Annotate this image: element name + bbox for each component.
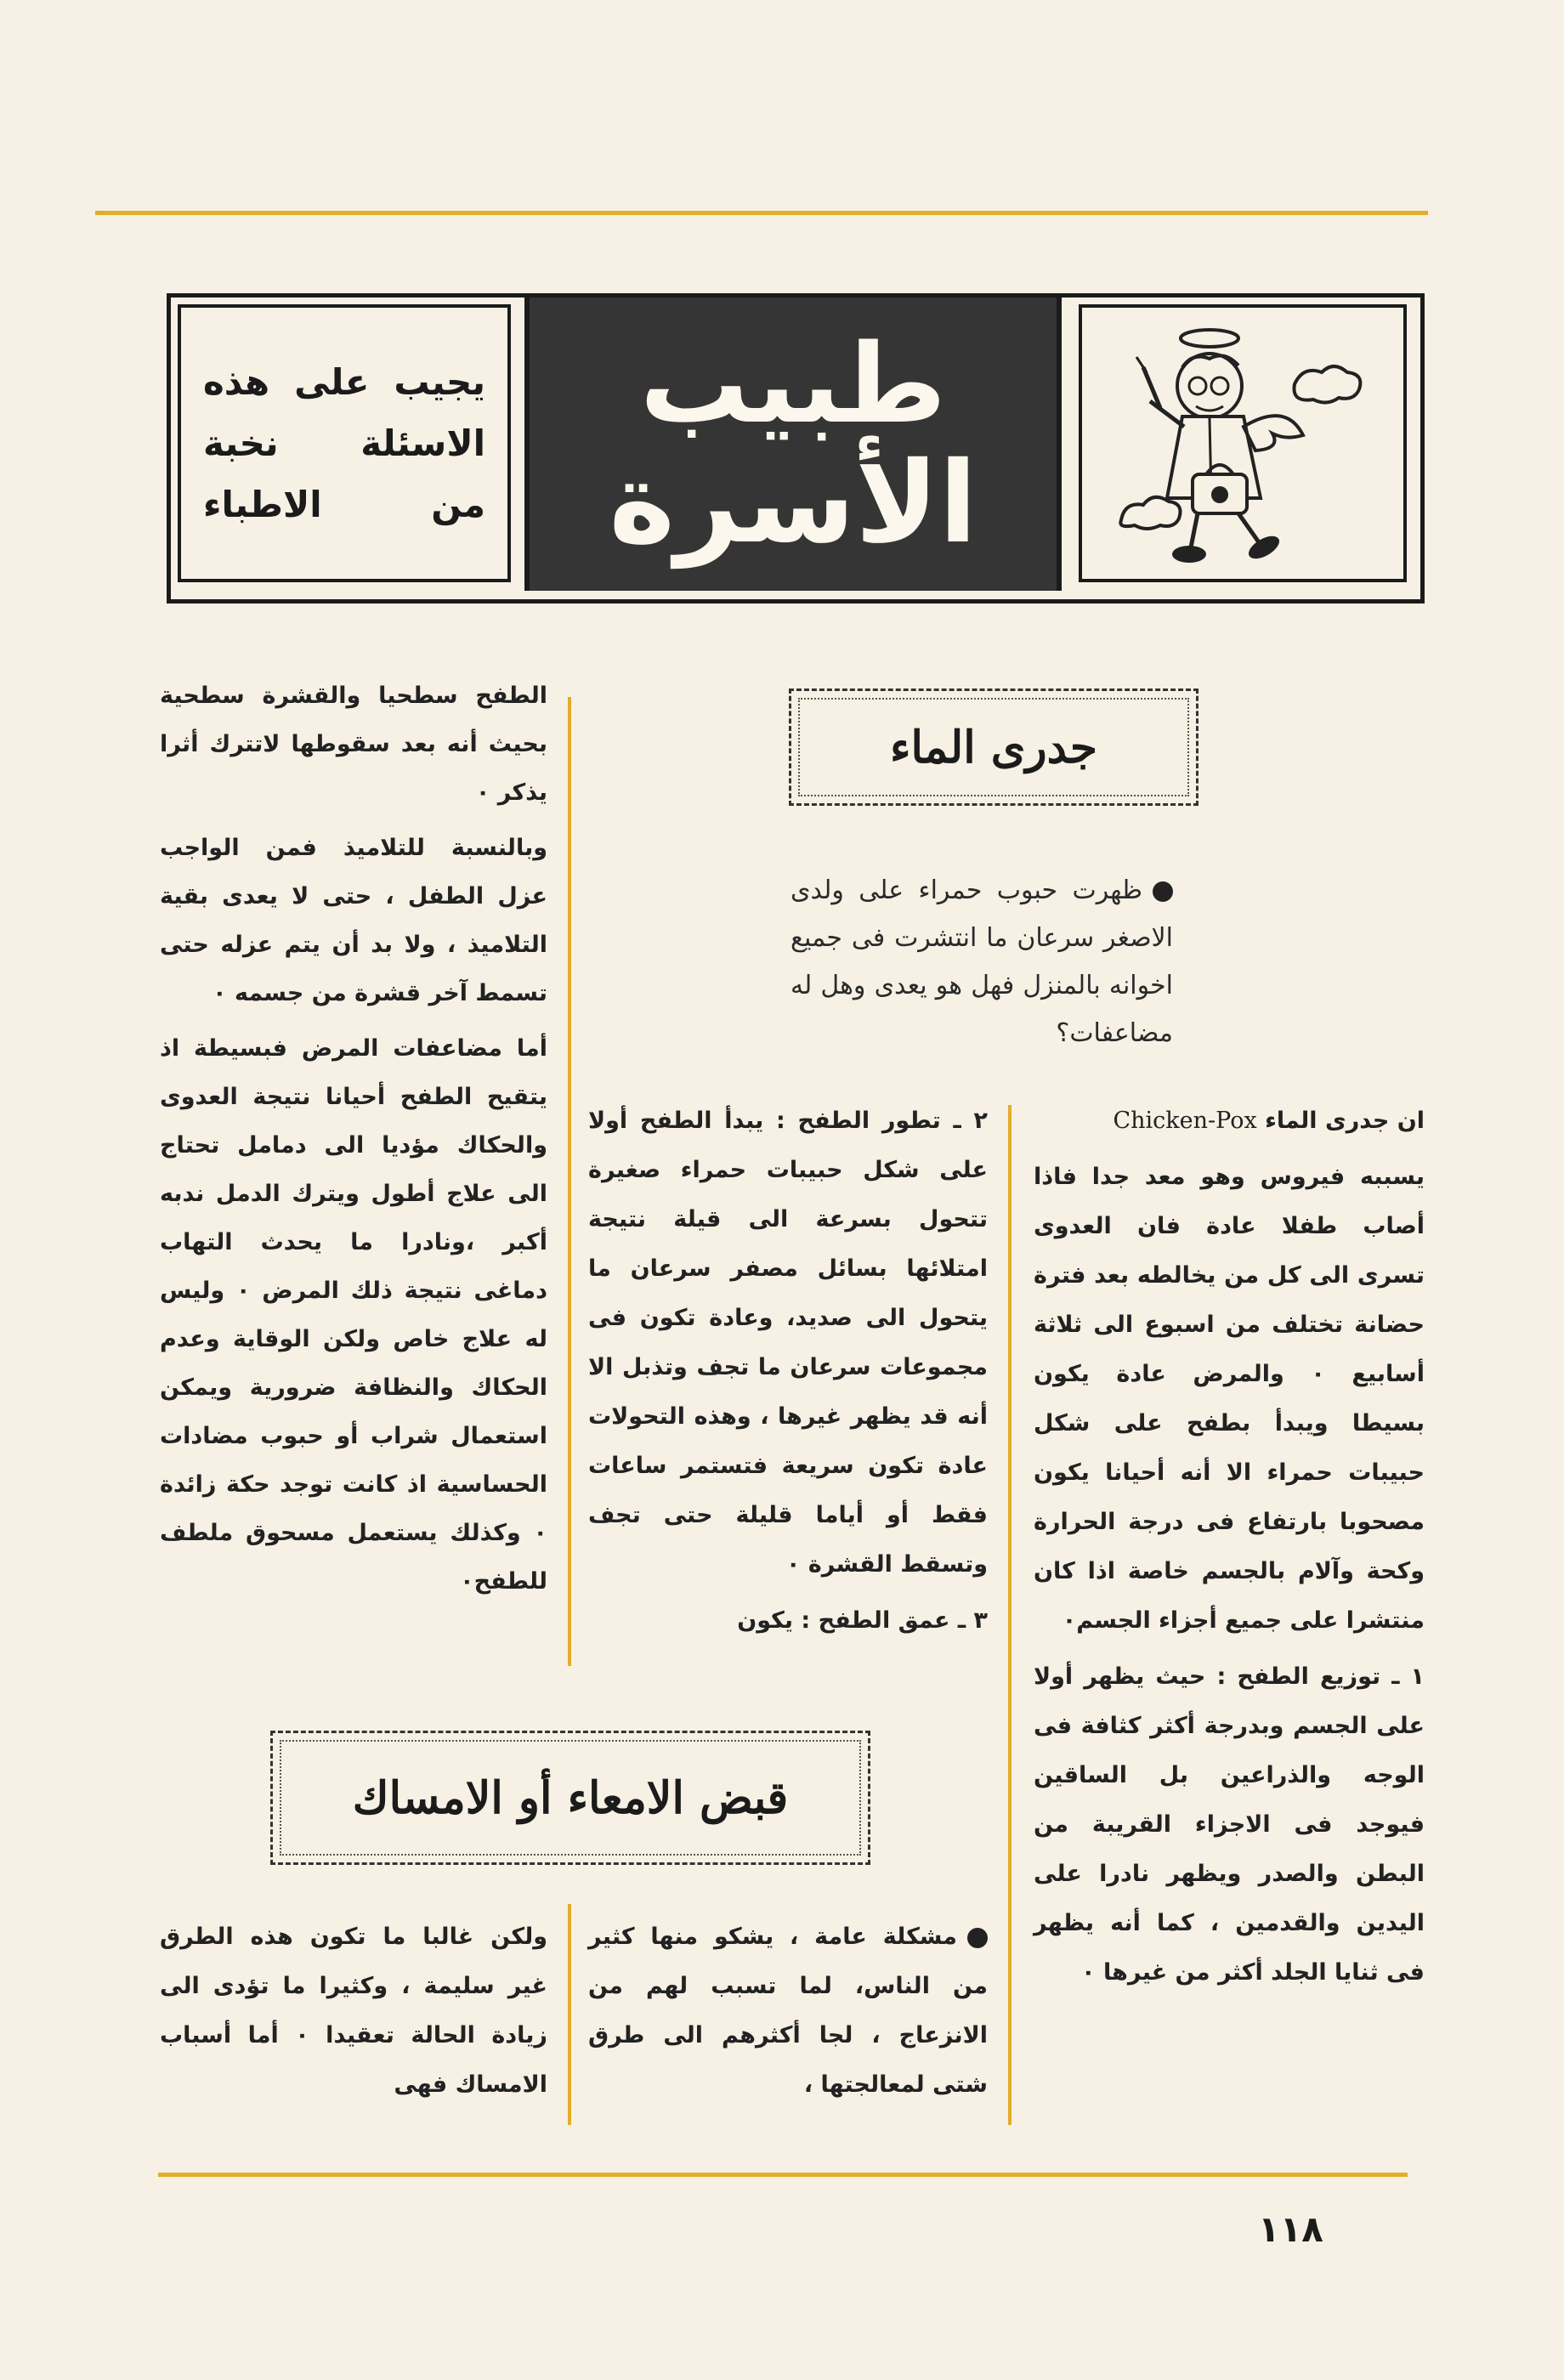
subtitle-line: الاسئلة نخبة [203, 422, 485, 464]
paragraph: ٣ ـ عمق الطفح : يكون [737, 1607, 988, 1634]
top-rule [95, 211, 1428, 215]
masthead [167, 293, 1425, 604]
paragraph: ١ ـ توزيع الطفح : حيث يظهر أولا على الجسم وبدرجة أكثر كثافة فى الوجه والذراعين بل الساقين فيوجد فى الاجزاء القريبة من البطن والصدر ويظهر نادرا على اليدين والقدمين ، كما أنه يظهر فى ثنايا الجلد أكثر من غيرها ٠ [1034, 1663, 1425, 1986]
page-number: ١١٨ [1258, 2208, 1323, 2250]
section-title-constipation [270, 1731, 870, 1865]
paragraph-text: مشكلة عامة ، يشكو منها كثير من الناس، لما تسبب لهم من الانزعاج ، لجا أكثرهم الى طرق شتى لمعالجتها ، [588, 1924, 988, 2098]
article-column-middle [588, 1912, 988, 2116]
article-column-left [160, 1912, 547, 2116]
doctor-cartoon-panel [1079, 304, 1407, 582]
question-text: ظهرت حبوب حمراء على ولدى الاصغر سرعان ما انتشرت فى جميع اخوانه بالمنزل فهل هو يعدى وهل له مضاعفات؟ [790, 876, 1173, 1048]
subtitle-line: من الاطباء [203, 483, 485, 525]
paragraph: ٢ ـ تطور الطفح : يبدأ الطفح أولا على شكل حبيبات حمراء صغيرة تتحول بسرعة الى قيلة نتيجة امتلائها بسائل مصفر سرعان ما يتحول الى صديد، وعادة تكون فى مجموعات سرعان ما تجف وتذبل الا أنه قد يظهر غيرها ، وهذه التحولات عادة تكون سريعة فتستمر ساعات فقط أو أياما قليلة حتى تجف وتسقط القشرة ٠ [588, 1108, 988, 1578]
angel-doctor-illustration [1082, 308, 1403, 579]
column-rule [568, 697, 571, 1666]
section-title-text: قبض الامعاء أو الامساك [352, 1771, 789, 1824]
paragraph: وبالنسبة للتلاميذ فمن الواجب عزل الطفل ، حتى لا يعدى بقية التلاميذ ، ولا بد أن يتم عزله حتى تسمط آخر قشرة من جسمه ٠ [160, 835, 547, 1006]
article-column-right [1034, 1096, 1425, 2004]
article-column-left [160, 672, 547, 1612]
article-column-middle [588, 1096, 988, 1652]
paragraph: ولكن غالبا ما تكون هذه الطرق غير سليمة ، وكثيرا ما تؤدى الى زيادة الحالة تعقيدا ٠ أما أسباب الامساك فهى [160, 1924, 547, 2098]
masthead-title [524, 298, 1062, 591]
bottom-rule [158, 2173, 1408, 2177]
column-rule [568, 1904, 571, 2125]
title-line-2: الأسرة [609, 437, 978, 569]
paragraph [1034, 1096, 1425, 1146]
paragraph [588, 1912, 988, 2110]
section-title-chickenpox [789, 688, 1198, 806]
subtitle-line: يجيب على هذه [203, 360, 485, 403]
title-line-1: طبيب [639, 320, 947, 448]
bullet-icon [1153, 881, 1173, 902]
masthead-subtitle [178, 304, 511, 582]
paragraph-lead: ان جدرى الماء [1265, 1108, 1425, 1134]
reader-question [790, 867, 1173, 1057]
paragraph: يسببه فيروس وهو معد جدا فاذا أصاب طفلا عادة فان العدوى تسرى الى كل من يخالطه بعد فترة حضانة تختلف من اسبوع الى ثلاثة أسابيع ٠ والمرض عادة يكون بسيطا ويبدأ بطفح على شكل حبيبات حمراء الا أنه أحيانا يكون مصحوبا بارتفاع فى درجة الحرارة وكحة وآلام بالجسم خاصة اذا كان منتشرا على جميع أجزاء الجسم٠ [1034, 1164, 1425, 1634]
english-term: Chicken-Pox [1113, 1108, 1257, 1134]
section-title-text: جدرى الماء [890, 721, 1098, 774]
bullet-icon [967, 1928, 988, 1948]
column-rule [1008, 1105, 1012, 2125]
paragraph: الطفح سطحيا والقشرة سطحية بحيث أنه بعد سقوطها لاتترك أثرا يذكر ٠ [160, 683, 547, 806]
paragraph: أما مضاعفات المرض فبسيطة اذ يتقيح الطفح أحيانا نتيجة العدوى والحكاك مؤديا الى دمامل تحتاج الى علاج أطول ويترك الدمل ندبه أكبر ،ونادرا ما يحدث التهاب دماغى نتيجة ذلك المرض ٠ وليس له علاج خاص ولكن الوقاية وعدم الحكاك والنظافة ضرورية ويمكن استعمال شراب أو حبوب مضادات الحساسية اذ كانت توجد حكة زائدة ٠ وكذلك يستعمل مسحوق ملطف للطفح٠ [160, 1035, 547, 1595]
